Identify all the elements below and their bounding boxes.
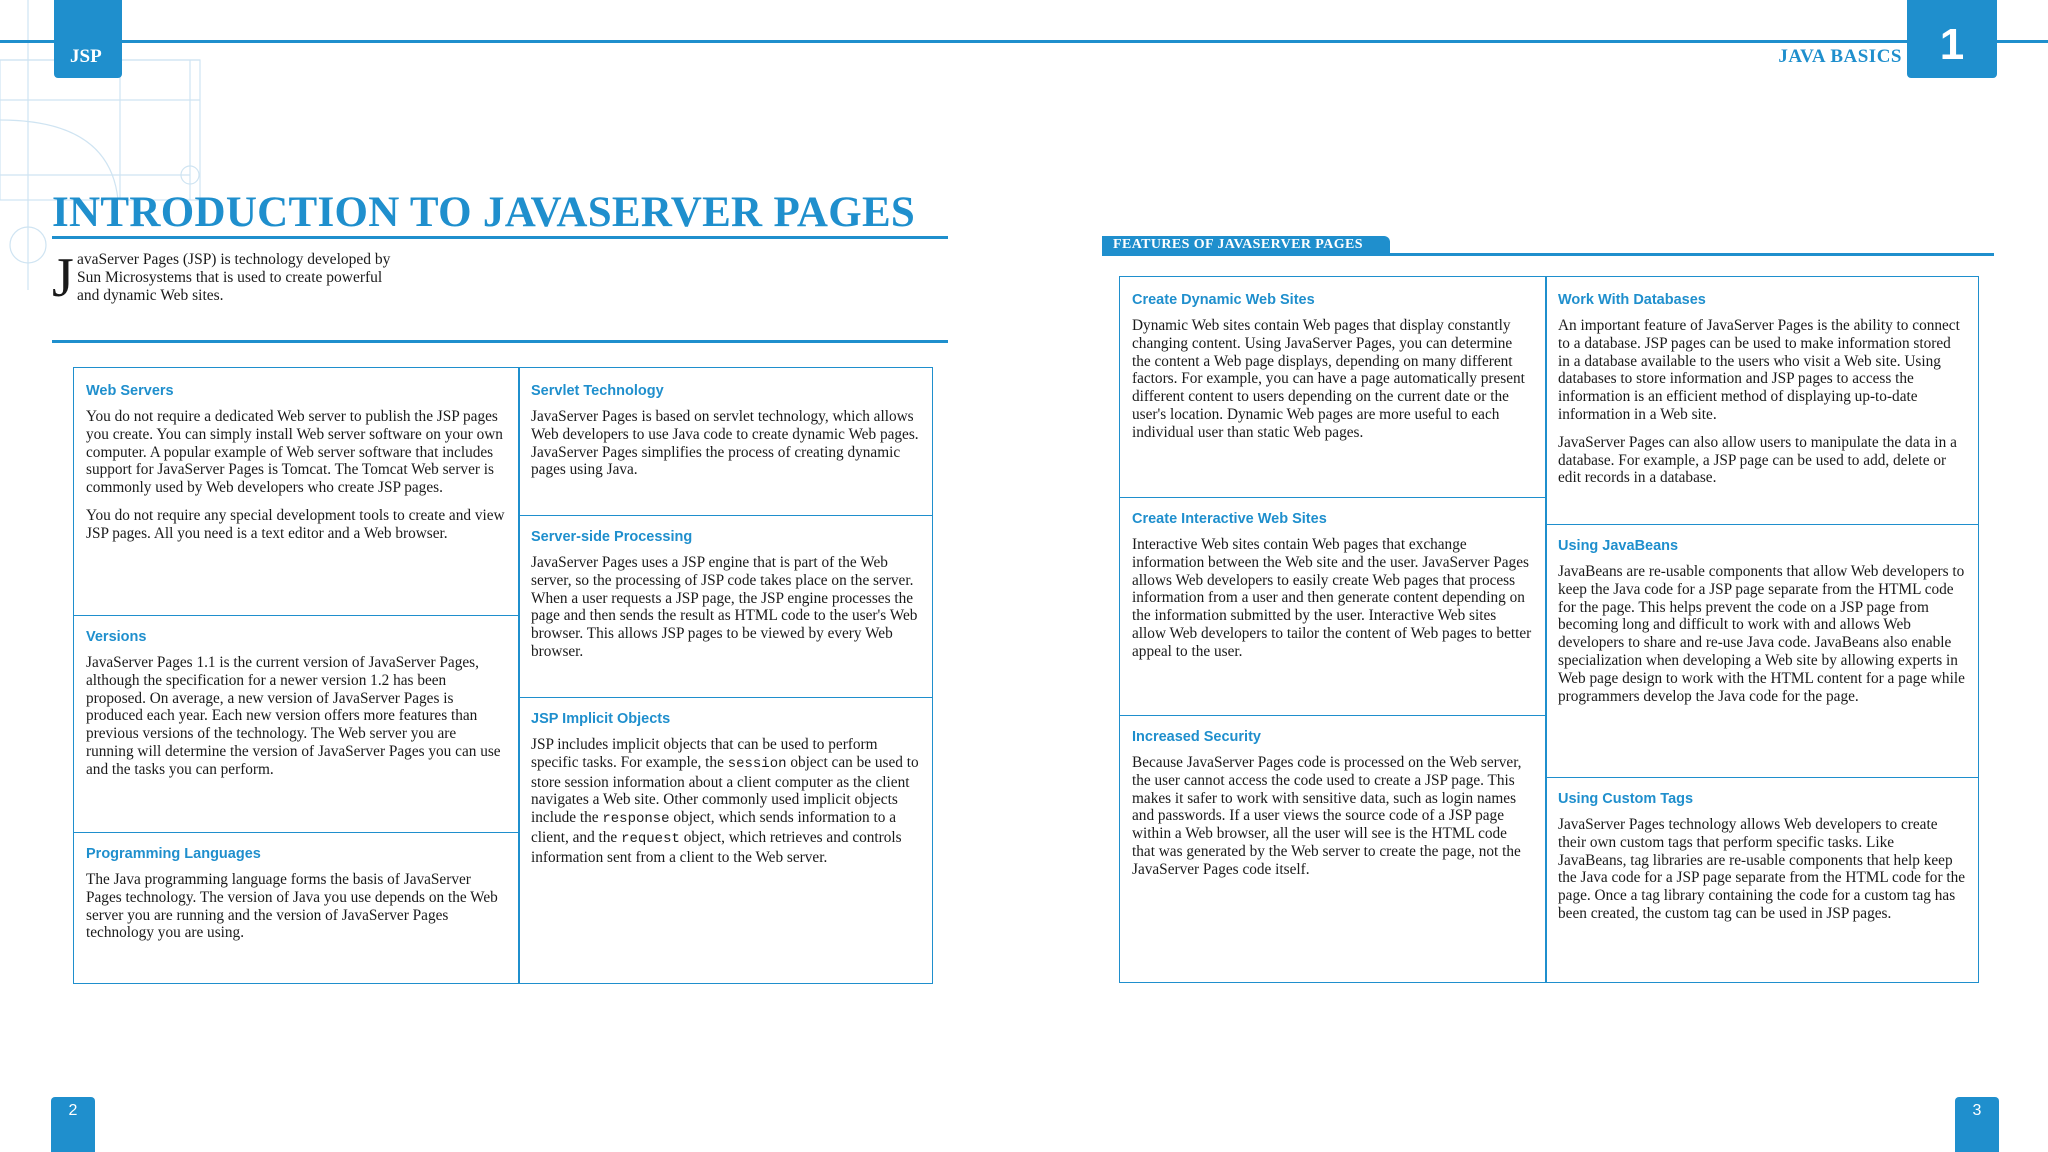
page-number-left xyxy=(51,1097,95,1152)
chapter-tab xyxy=(1907,0,1997,78)
text-run: object, which sends information to a client, and the xyxy=(531,809,897,846)
intro-rule xyxy=(52,340,948,343)
box-paragraph: The Java programming language forms the basis of JavaServer Pages technology. The version of Java you use depends on the Web server you are running and the version of JavaServer Pages technology you are using. xyxy=(86,871,498,942)
box-heading: Versions xyxy=(86,629,147,645)
features-grid xyxy=(1119,276,1979,983)
intro-line: Sun Microsystems that is used to create powerful xyxy=(77,269,383,286)
code-request: request xyxy=(621,830,680,847)
text-run: object, which retrieves and controls information sent from a client to the Web server. xyxy=(531,828,902,866)
title-rule xyxy=(52,236,948,239)
dynamic-sites-box xyxy=(1120,277,1545,497)
intro-line: avaServer Pages (JSP) is technology developed by xyxy=(77,251,391,268)
web-servers-box xyxy=(74,368,518,615)
implicit-objects-box xyxy=(519,697,932,984)
box-heading: Increased Security xyxy=(1132,729,1261,745)
page-number-right xyxy=(1955,1097,1999,1152)
book-tab-left xyxy=(54,0,122,78)
box-paragraph: JavaServer Pages technology allows Web developers to create their own custom tags that perform specific tasks. Like JavaBeans, tag libraries are re-usable components that help keep the Java code for a JSP page separate from the HTML code for the page. Once a tag library containing the code for a custom tag has been created, the custom tag can be used in JSP pages. xyxy=(1558,816,1966,922)
box-paragraph: JavaBeans are re-usable components that allow Web developers to keep the Java code for a JSP page separate from the HTML code for the page. This helps prevent the code on a JSP page from becoming long and difficult to work with and allows Web developers to share and re-use Java code. JavaBeans also enable specialization when developing a Web site by allowing experts in Web page design to work with the HTML content for a page while programmers develop the Java code for the page. xyxy=(1558,563,1965,705)
databases-box xyxy=(1546,277,1978,524)
text-run: JSP includes implicit objects that can be used to perform specific tasks. For example, the xyxy=(531,736,878,771)
box-heading: Web Servers xyxy=(86,383,174,399)
page-number-text: 3 xyxy=(1972,1102,1982,1119)
versions-box xyxy=(74,615,518,832)
features-section-label xyxy=(1102,236,1390,254)
top-rule xyxy=(0,40,2048,43)
box-heading: Programming Languages xyxy=(86,846,261,862)
custom-tags-box xyxy=(1546,777,1978,983)
text-run: object can be used to store session information about a client computer as the client navigates a Web site. Other commonly used implicit objects include the xyxy=(531,753,919,827)
box-paragraph: JavaServer Pages is based on servlet technology, which allows Web developers to use Java code to create dynamic Web pages. JavaServer Pages simplifies the process of creating dynamic pages using Java. xyxy=(531,408,919,479)
page-title: INTRODUCTION TO JAVASERVER PAGES xyxy=(52,189,916,236)
code-response: response xyxy=(602,811,670,828)
box-heading: Using JavaBeans xyxy=(1558,538,1679,554)
box-heading: Work With Databases xyxy=(1558,292,1706,308)
box-paragraph: JavaServer Pages 1.1 is the current version of JavaServer Pages, although the specification for a newer version 1.2 has been proposed. On average, a new version of JavaServer Pages is produced each year. Each new version offers more features than previous versions of the technology. The Web server you are running will determine the version of JavaServer Pages you can use and the tasks you can perform. xyxy=(86,654,501,778)
intro-dropcap: J xyxy=(52,247,74,309)
book-tab-label: JSP xyxy=(70,46,102,67)
box-paragraph: An important feature of JavaServer Pages is the ability to connect to a database. JSP pages can be used to make information stored in a database available to the users who visit a Web site. Using databases to store information and JSP pages to access the information is an efficient method of displaying up-to-date information in a Web site. xyxy=(1558,317,1960,423)
left-info-grid xyxy=(73,367,933,984)
box-paragraph: You do not require any special development tools to create and view JSP pages. All you need is a text editor and a Web browser. xyxy=(86,506,505,542)
page-number-text: 2 xyxy=(68,1102,78,1119)
box-heading: Servlet Technology xyxy=(531,383,664,399)
programming-languages-box xyxy=(74,832,518,984)
box-paragraph xyxy=(531,736,920,867)
section-title: JAVA BASICS xyxy=(1778,46,1902,67)
box-paragraph: JavaServer Pages uses a JSP engine that is part of the Web server, so the processing of JSP code takes place on the server. When a user requests a JSP page, the JSP engine processes the page and then sends the result as HTML code to the user's Web browser. This allows JSP pages to be viewed by every Web browser. xyxy=(531,554,918,660)
intro-line: and dynamic Web sites. xyxy=(77,287,224,304)
javabeans-box xyxy=(1546,524,1978,777)
server-side-processing-box xyxy=(519,515,932,697)
box-paragraph: You do not require a dedicated Web server to publish the JSP pages you create. You can simply install Web server software on your own computer. A popular example of Web server software that includes support for JavaServer Pages is Tomcat. The Tomcat Web server is commonly used by Web developers who create JSP pages. xyxy=(86,408,503,497)
chapter-number: 1 xyxy=(1939,20,1965,69)
features-section-text: FEATURES OF JAVASERVER PAGES xyxy=(1113,237,1363,252)
servlet-technology-box xyxy=(519,368,932,515)
box-heading: Using Custom Tags xyxy=(1558,791,1694,807)
code-session: session xyxy=(727,755,787,772)
box-paragraph: Interactive Web sites contain Web pages that exchange information between the Web site and the user. JavaServer Pages allows Web developers to easily create Web pages that process information from a user and then generate content depending on the information submitted by the user. Interactive Web sites allow Web developers to tailor the content of Web pages to better appeal to the user. xyxy=(1132,536,1532,660)
box-heading: Server-side Processing xyxy=(531,529,693,545)
interactive-sites-box xyxy=(1120,497,1545,715)
box-heading: Create Interactive Web Sites xyxy=(1132,511,1327,527)
box-heading: Create Dynamic Web Sites xyxy=(1132,292,1315,308)
increased-security-box xyxy=(1120,715,1545,983)
box-paragraph: Because JavaServer Pages code is processed on the Web server, the user cannot access the code used to create a JSP page. This makes it safer to work with sensitive data, such as login names and passwords. If a user views the source code of a JSP page within a Web browser, all the user will see is the HTML code that was generated by the Web server to create the page, not the JavaServer Pages code itself. xyxy=(1132,754,1522,878)
box-heading: JSP Implicit Objects xyxy=(531,711,671,727)
box-paragraph: Dynamic Web sites contain Web pages that display constantly changing content. Using JavaServer Pages, you can determine the content a Web page displays, depending on many different factors. For example, you can have a page automatically present different content to users depending on the current date or the user's location. Dynamic Web pages are more useful to each individual user than static Web pages. xyxy=(1132,317,1525,441)
box-paragraph: JavaServer Pages can also allow users to manipulate the data in a database. For example, a JSP page can be used to add, delete or edit records in a database. xyxy=(1558,433,1957,487)
features-rule xyxy=(1102,253,1994,256)
